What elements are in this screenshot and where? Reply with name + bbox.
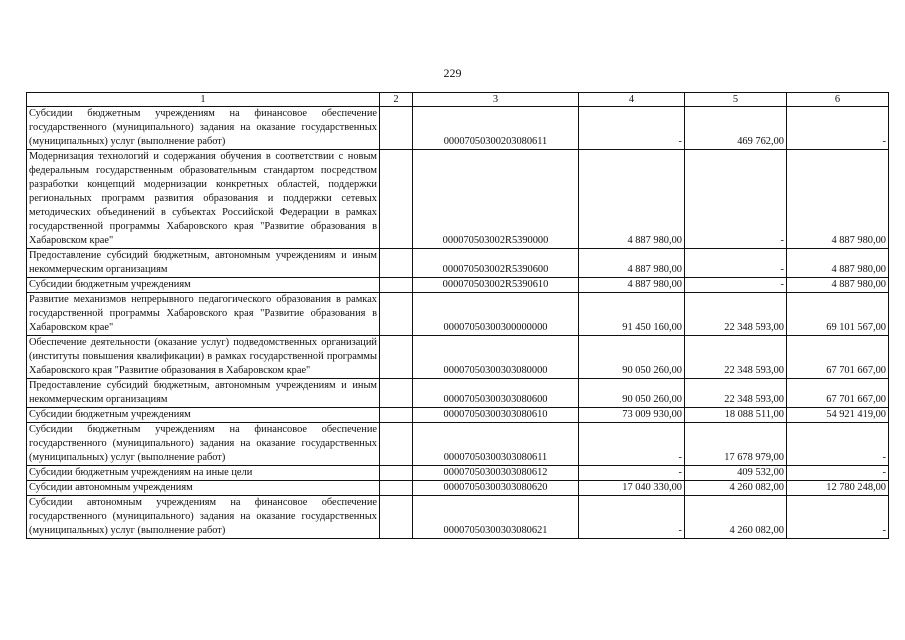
table-row [27,423,889,466]
row-value-6: 4 887 980,00 [787,150,889,249]
table-row [27,150,889,249]
table-row [27,481,889,496]
row-value-5: 409 532,00 [685,466,787,481]
row-value-5: 469 762,00 [685,107,787,150]
row-value-5: - [685,150,787,249]
row-value-5: 22 348 593,00 [685,336,787,379]
row-description: Обеспечение деятельности (оказание услуг) подведомственных организаций (институты повышения квалификации) в рамках государственной программы Хабаровского края "Развитие образования в Хабаровском крае" [27,336,380,379]
row-value-6: - [787,496,889,539]
row-code: 00007050300303080610 [413,408,579,423]
row-value-5: 4 260 082,00 [685,481,787,496]
row-code: 000070503002R5390000 [413,150,579,249]
row-value-6: 54 921 419,00 [787,408,889,423]
table-row [27,107,889,150]
row-column-2 [380,249,413,278]
row-code: 00007050300203080611 [413,107,579,150]
row-value-5: 17 678 979,00 [685,423,787,466]
budget-table [26,92,889,539]
row-value-4: - [579,466,685,481]
row-description: Субсидии автономным учреждениям на финансовое обеспечение государственного (муниципального) задания на оказание государственных (муниципальных) услуг (выполнение работ) [27,496,380,539]
row-description: Субсидии бюджетным учреждениям [27,278,380,293]
row-value-5: 4 260 082,00 [685,496,787,539]
row-code: 00007050300303080620 [413,481,579,496]
table-row [27,466,889,481]
row-value-4: 4 887 980,00 [579,150,685,249]
row-value-6: - [787,107,889,150]
row-value-4: 4 887 980,00 [579,249,685,278]
row-value-5: - [685,249,787,278]
row-code: 000070503002R5390600 [413,249,579,278]
row-value-5: 22 348 593,00 [685,379,787,408]
row-column-2 [380,293,413,336]
row-value-6: - [787,466,889,481]
row-column-2 [380,150,413,249]
row-value-6: 12 780 248,00 [787,481,889,496]
header-row [27,93,889,107]
table-row [27,408,889,423]
row-value-4: - [579,423,685,466]
row-value-6: 69 101 567,00 [787,293,889,336]
row-value-4: 73 009 930,00 [579,408,685,423]
row-code: 00007050300303080611 [413,423,579,466]
row-value-6: 4 887 980,00 [787,249,889,278]
row-value-5: 22 348 593,00 [685,293,787,336]
row-code: 00007050300303080600 [413,379,579,408]
row-description: Развитие механизмов непрерывного педагогического образования в рамках государственной программы Хабаровского края "Развитие образования в Хабаровском крае" [27,293,380,336]
row-column-2 [380,408,413,423]
row-column-2 [380,107,413,150]
row-column-2 [380,379,413,408]
row-value-6: 4 887 980,00 [787,278,889,293]
row-code: 000070503002R5390610 [413,278,579,293]
row-value-4: 90 050 260,00 [579,336,685,379]
row-code: 00007050300303080000 [413,336,579,379]
table-row [27,336,889,379]
row-description: Модернизация технологий и содержания обучения в соответствии с новым федеральным государственным образовательным стандартом посредством разработки концепций модернизации конкретных областей, поддержки региональных программ развития образования и поддержки сетевых методических объединений в субъектах Российской Федерации в рамках государственной программы Хабаровского края "Развитие образования в Хабаровском крае" [27,150,380,249]
row-description: Субсидии бюджетным учреждениям на финансовое обеспечение государственного (муниципального) задания на оказание государственных (муниципальных) услуг (выполнение работ) [27,107,380,150]
row-value-6: - [787,423,889,466]
row-column-2 [380,336,413,379]
row-description: Предоставление субсидий бюджетным, автономным учреждениям и иным некоммерческим организациям [27,249,380,278]
table-row [27,379,889,408]
row-value-4: - [579,107,685,150]
row-code: 00007050300303080621 [413,496,579,539]
row-value-4: - [579,496,685,539]
row-value-4: 17 040 330,00 [579,481,685,496]
row-value-5: - [685,278,787,293]
row-code: 00007050300303080612 [413,466,579,481]
row-value-6: 67 701 667,00 [787,336,889,379]
table-row [27,496,889,539]
row-column-2 [380,466,413,481]
row-description: Субсидии бюджетным учреждениям на финансовое обеспечение государственного (муниципального) задания на оказание государственных (муниципальных) услуг (выполнение работ) [27,423,380,466]
row-value-4: 91 450 160,00 [579,293,685,336]
row-value-6: 67 701 667,00 [787,379,889,408]
page-number: 229 [443,66,462,80]
header-cell: 4 [579,93,685,107]
row-value-5: 18 088 511,00 [685,408,787,423]
header-cell: 5 [685,93,787,107]
row-column-2 [380,423,413,466]
table-row [27,293,889,336]
row-description: Предоставление субсидий бюджетным, автономным учреждениям и иным некоммерческим организациям [27,379,380,408]
header-cell: 6 [787,93,889,107]
table-row [27,278,889,293]
row-description: Субсидии бюджетным учреждениям [27,408,380,423]
header-cell: 1 [27,93,380,107]
row-code: 00007050300300000000 [413,293,579,336]
row-description: Субсидии автономным учреждениям [27,481,380,496]
row-column-2 [380,278,413,293]
row-value-4: 4 887 980,00 [579,278,685,293]
row-column-2 [380,496,413,539]
row-description: Субсидии бюджетным учреждениям на иные цели [27,466,380,481]
header-cell: 2 [380,93,413,107]
row-value-4: 90 050 260,00 [579,379,685,408]
table-row [27,249,889,278]
row-column-2 [380,481,413,496]
header-cell: 3 [413,93,579,107]
